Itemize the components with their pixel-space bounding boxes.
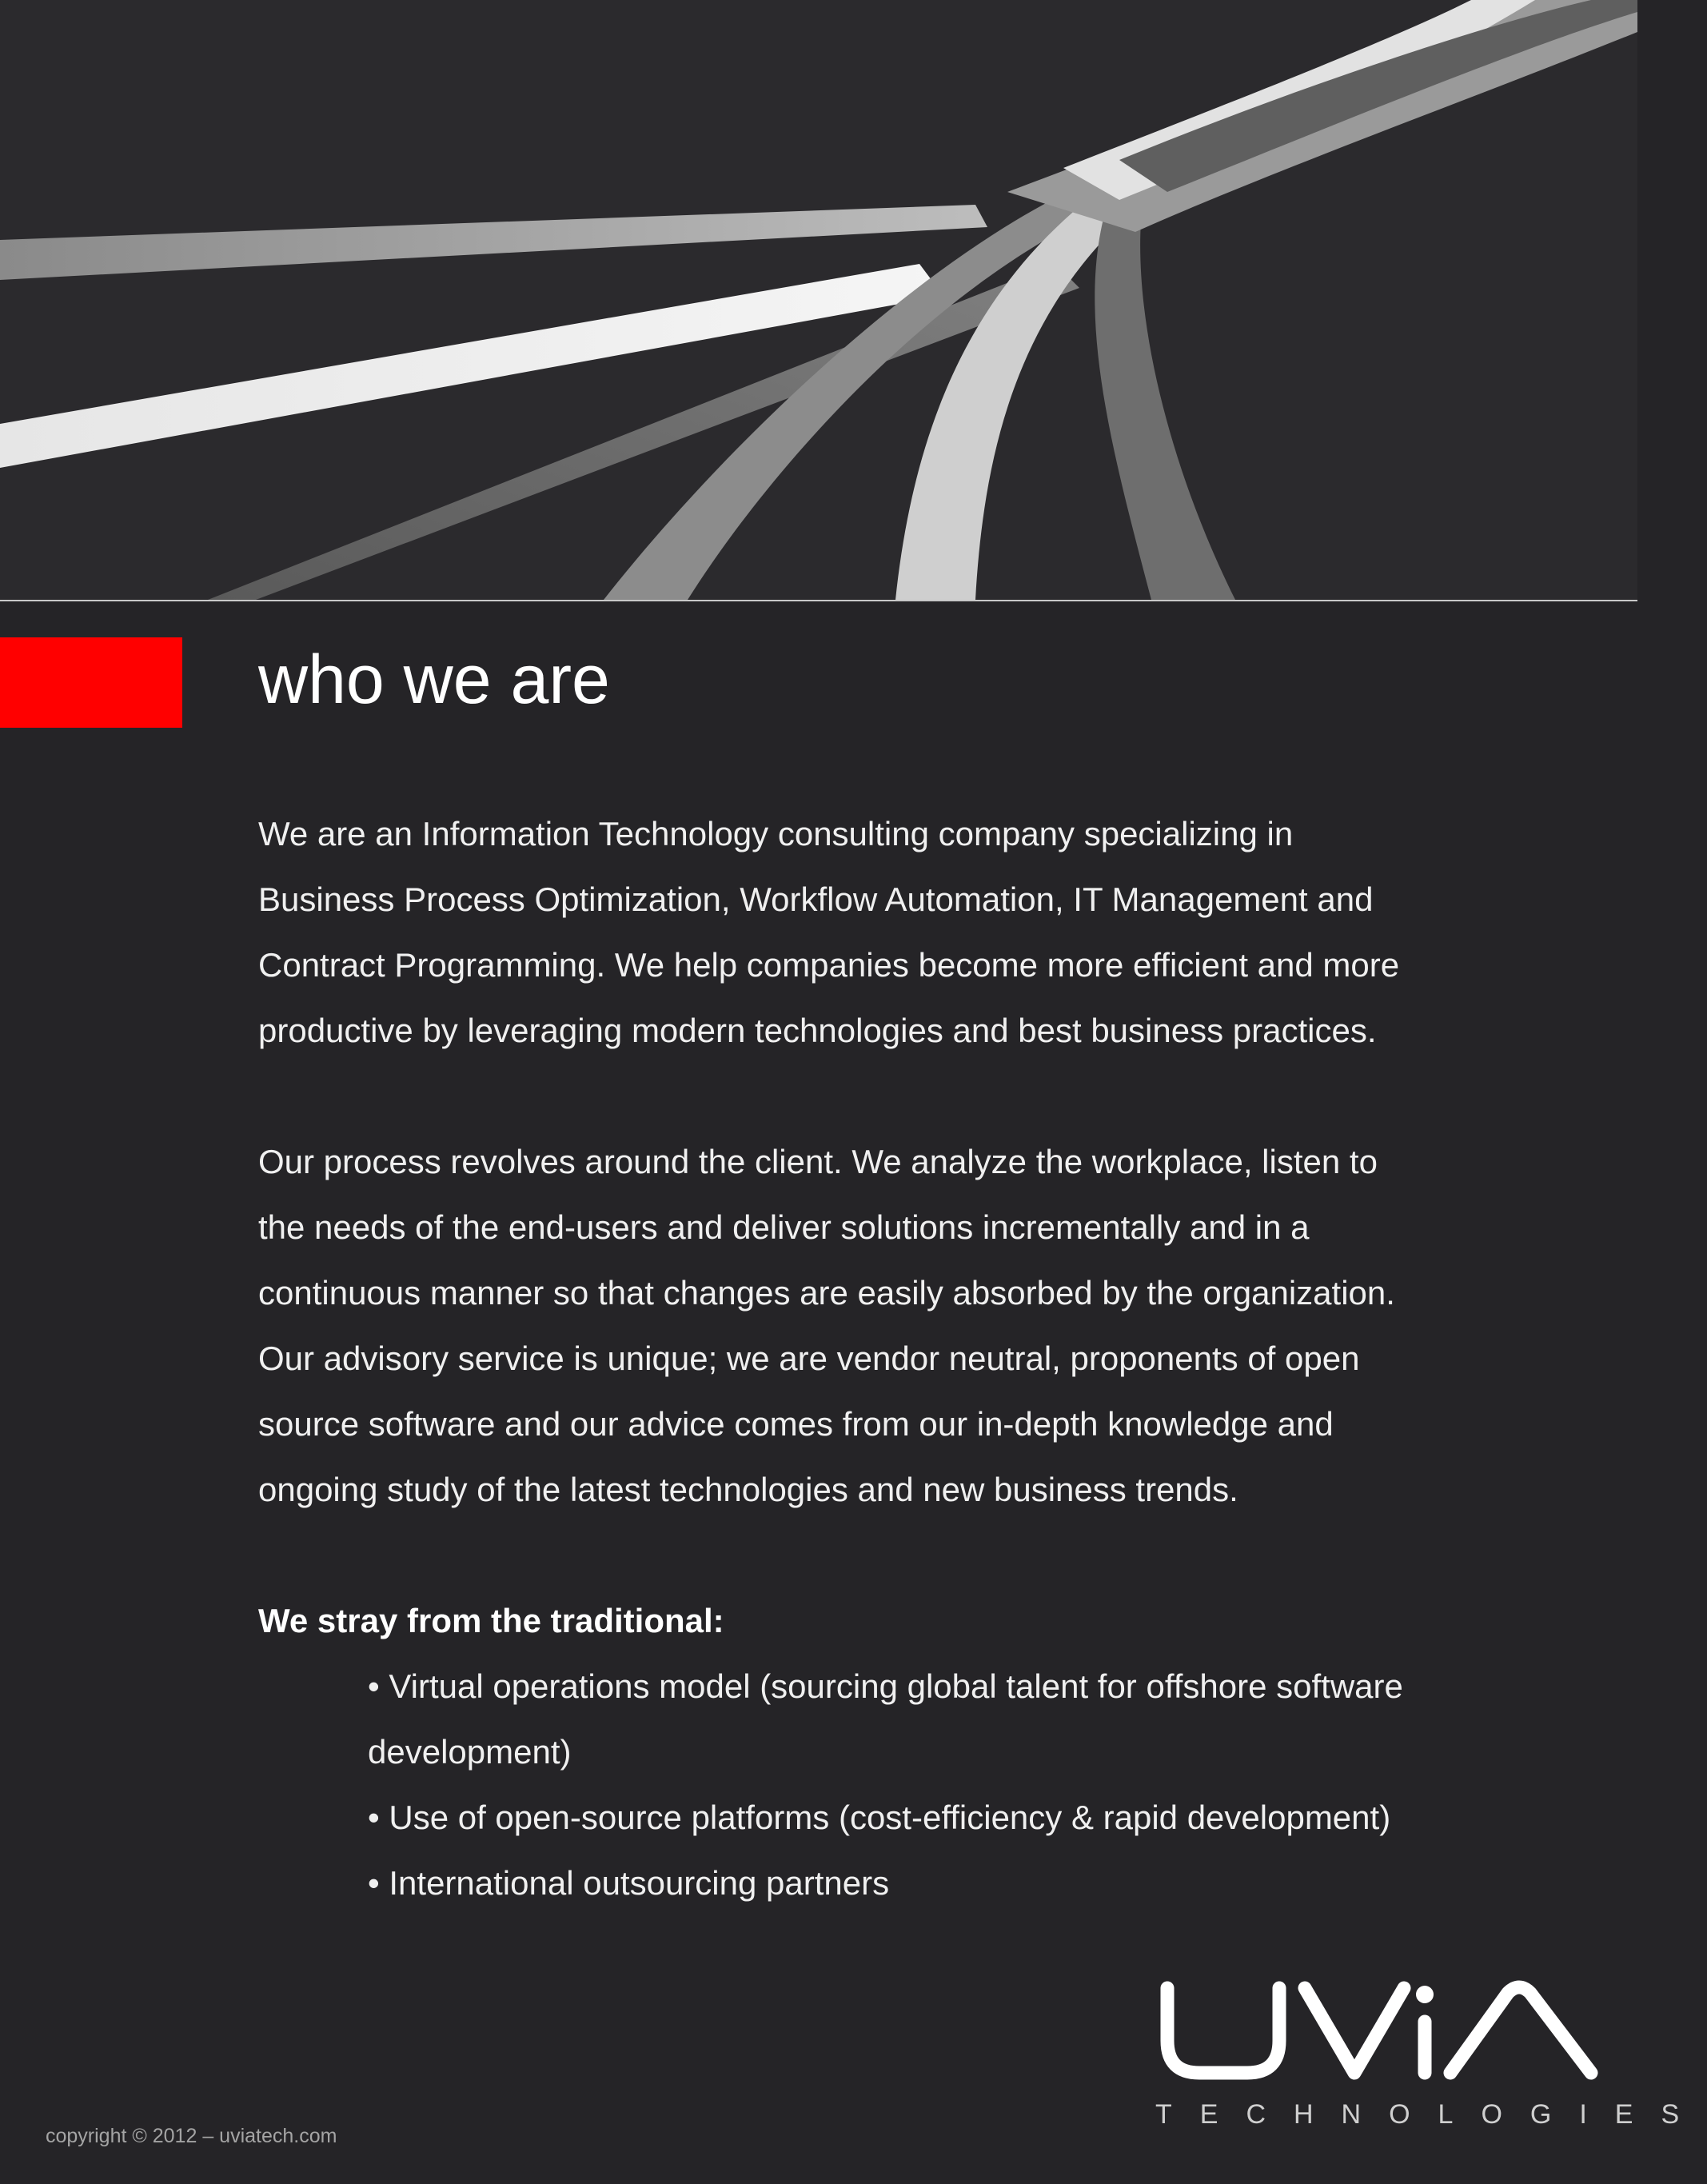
main-content [258,801,1522,1916]
red-accent-bar [0,637,182,728]
ribbon-darkgray [1095,160,1235,600]
copyright-text: copyright © 2012 – uviatech.com [46,2125,337,2147]
intro-paragraph: We are an Information Technology consulting company specializing in Business Process Optimization, Workflow Automation, IT Management and Contract Programming. We help companies become more efficient and more productive by leveraging modern technologies and best business practices. [258,815,1400,1049]
stray-heading: We stray from the traditional: [258,1602,724,1639]
process-paragraph: Our process revolves around the client. We analyze the workplace, listen to the needs of the end-users and deliver solutions incrementally and in a continuous manner so that changes are easily absorbed by the organization. Our advisory service is unique; we are vendor neutral, proponents of open source software and our advice comes from our in-depth knowledge and ongoing study of the latest technologies and new business trends. [258,1143,1395,1508]
bullet-list [258,1654,1522,1916]
hero-divider [0,600,1637,601]
logo-subtitle: TECHNOLOGIES [1155,2099,1707,2130]
hero-image [0,0,1637,600]
list-item: • International outsourcing partners [368,1864,890,1902]
ribbon-twist-c [1119,0,1637,192]
uvia-logo-mark [1153,1975,1605,2095]
list-item: • Virtual operations model (sourcing global talent for offshore software development) [368,1667,1403,1771]
twisted-ribbons-graphic [0,0,1637,600]
list-item: • Use of open-source platforms (cost-efficiency & rapid development) [368,1799,1391,1836]
page-title: who we are [258,641,610,718]
ribbon-gray-top [0,205,987,280]
